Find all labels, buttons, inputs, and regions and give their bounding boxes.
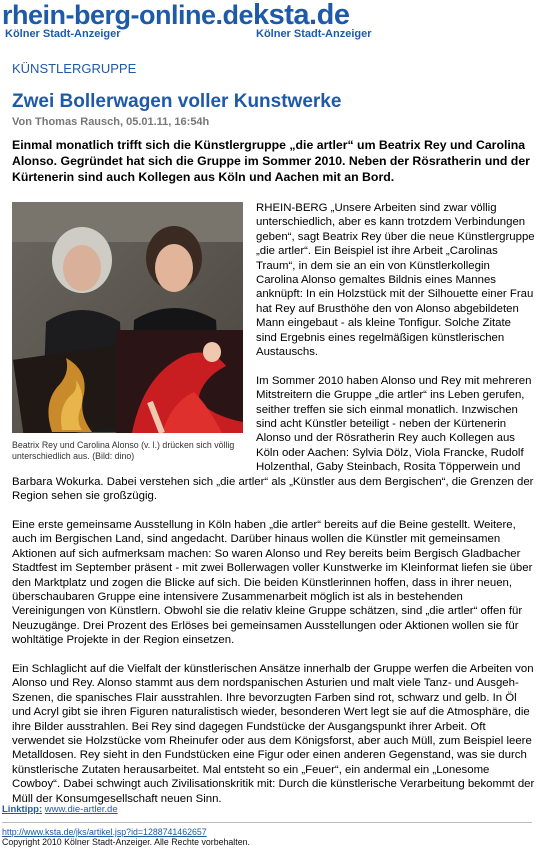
- article-paragraph: Im Sommer 2010 haben Alonso und Rey mit mehreren Mitstreitern die Gruppe „die artler“ ins Leben gerufen, seither treffen sie sich einmal monatlich. Inzwischen sind acht Künstler beteiligt - neben der Kürtenerin Alonso und der Rösratherin Rey auch Kollegen aus Köln oder Aachen: Sylvia Dölz, Viola Francke, Rudolf Holzenthal, Gaby Steinbach, Rosita Töpperwein und Barbara Wokurka. Dabei verstehen sich „die artler“ als „Künstler aus dem Bergischen“, die Grenzen der Region sehen sie großzügig.: [12, 374, 534, 503]
- logo-wordmark: rhein-berg-online.de: [2, 0, 254, 30]
- logo-wordmark: ksta.de: [253, 0, 350, 31]
- article-paragraph: Ein Schlaglicht auf die Vielfalt der künstlerischen Ansätze innerhalb der Gruppe werfen die Arbeiten von Alonso und Rey. Alonso stammt aus dem nordspanischen Asturien und malt viele Tanz- und Ausgeh-Szenen, die spanisches Flair ausstrahlen. Ihre bevorzugten Farben sind rot, schwarz und gelb. In Öl und Acryl gibt sie ihren Figuren naturalistisch wieder, besonderen Wert legt sie auf die Atmosphäre, die ihre Bilder ausstrahlen. Bei Rey sind dagegen Fundstücke der Ausgangspunkt ihrer Arbeit. Oft verwendet sie Holzstücke vom Rheinufer oder aus dem Königsforst, aber auch Müll, zum Beispiel leere Metalldosen. Rey sieht in den Fundstücken eine Figur oder einen anderen Gegenstand, was sie durch künstlerische Zutaten herausarbeitet. Mal entsteht so ein „Feuer“, ein andermal ein „Lonesome Cowboy“. Dabei schwingt auch Zivilisationskritik mit: Durch die künstlerische Verarbeitung bekommt der Müll der Konsumgesellschaft neuen Sinn.: [12, 662, 535, 805]
- site-header: [0, 0, 544, 48]
- linktipp-link[interactable]: www.die-artler.de: [44, 804, 118, 815]
- photo-caption: Beatrix Rey und Carolina Alonso (v. l.) drücken sich völlig unterschiedlich aus. (Bild: dino): [12, 440, 235, 461]
- article-paragraph: Eine erste gemeinsame Ausstellung in Köln haben „die artler“ bereits auf die Beine gestellt. Weitere, auch im Bergischen Land, sind angedacht. Darüber hinaus wollen die Künstler mit gemeinsamen Aktionen auf sich aufmerksam machen: So waren Alonso und Rey bereits beim Bergisch Gladbacher Stadtfest im September präsent - mit zwei Bollerwagen voller Kunstwerke im Kleinformat liefen sie über den Marktplatz und zogen die Blicke auf sich. Die beiden Künstlerinnen hoffen, dass in ihrer neuen, überschaubaren Gruppe eine intensivere Zusammenarbeit möglich ist als in bestehenden Vereinigungen von Künstlern. Obwohl sie die relativ kleine Gruppe schätzen, sind „die artler“ offen für Neuzugänge. Drei Prozent des Erlöses bei gemeinsamen Ausstellungen oder Aktionen wollen sie für wohltätige Projekte in der Region einsetzen.: [12, 518, 533, 647]
- footer-divider: [2, 822, 532, 823]
- article-headline: Zwei Bollerwagen voller Kunstwerke: [12, 91, 342, 112]
- article-url-link[interactable]: http://www.ksta.de/jks/artikel.jsp?id=1288741462657: [2, 827, 207, 837]
- logo-subtitle: Kölner Stadt-Anzeiger: [5, 28, 121, 40]
- article-category: KÜNSTLERGRUPPE: [12, 61, 137, 76]
- logo-subtitle: Kölner Stadt-Anzeiger: [256, 28, 372, 40]
- photo-float-spacer: [12, 200, 256, 474]
- article-paragraph: RHEIN-BERG „Unsere Arbeiten sind zwar völlig unterschiedlich, aber es kann trotzdem Verbindungen geben“, sagt Beatrix Rey über die neue Künstlergruppe „die artler“. Ein Beispiel ist ihre Arbeit „Carolinas Traum“, in dem sie an ein von Künstlerkollegin Carolina Alonso gemaltes Bildnis eines Mannes anknüpft: In ein Holzstück mit der Silhouette einer Frau hat Rey auf Brusthöhe den von Alonso abgebildeten Mann eingebaut - als kleine Tonfigur. Solche Zitate sind Ergebnis eines regelmäßigen künstlerischen Austauschs.: [256, 202, 535, 359]
- ksta-logo[interactable]: [253, 2, 372, 40]
- article-body: [12, 200, 535, 820]
- linktipp-label: Linktipp:: [2, 804, 43, 815]
- rhein-berg-online-logo[interactable]: [2, 2, 253, 40]
- linktipp: [2, 804, 118, 815]
- article-byline: Von Thomas Rausch, 05.01.11, 16:54h: [12, 116, 210, 128]
- copyright-notice: Copyright 2010 Kölner Stadt-Anzeiger. Alle Rechte vorbehalten.: [2, 837, 250, 847]
- article-lead: Einmal monatlich trifft sich die Künstlergruppe „die artler“ um Beatrix Rey und Carolina Alonso. Gegründet hat sich die Gruppe im Sommer 2010. Neben der Rösratherin und der Kürtenerin sind auch Kollegen aus Köln und Aachen mit an Bord.: [12, 138, 530, 184]
